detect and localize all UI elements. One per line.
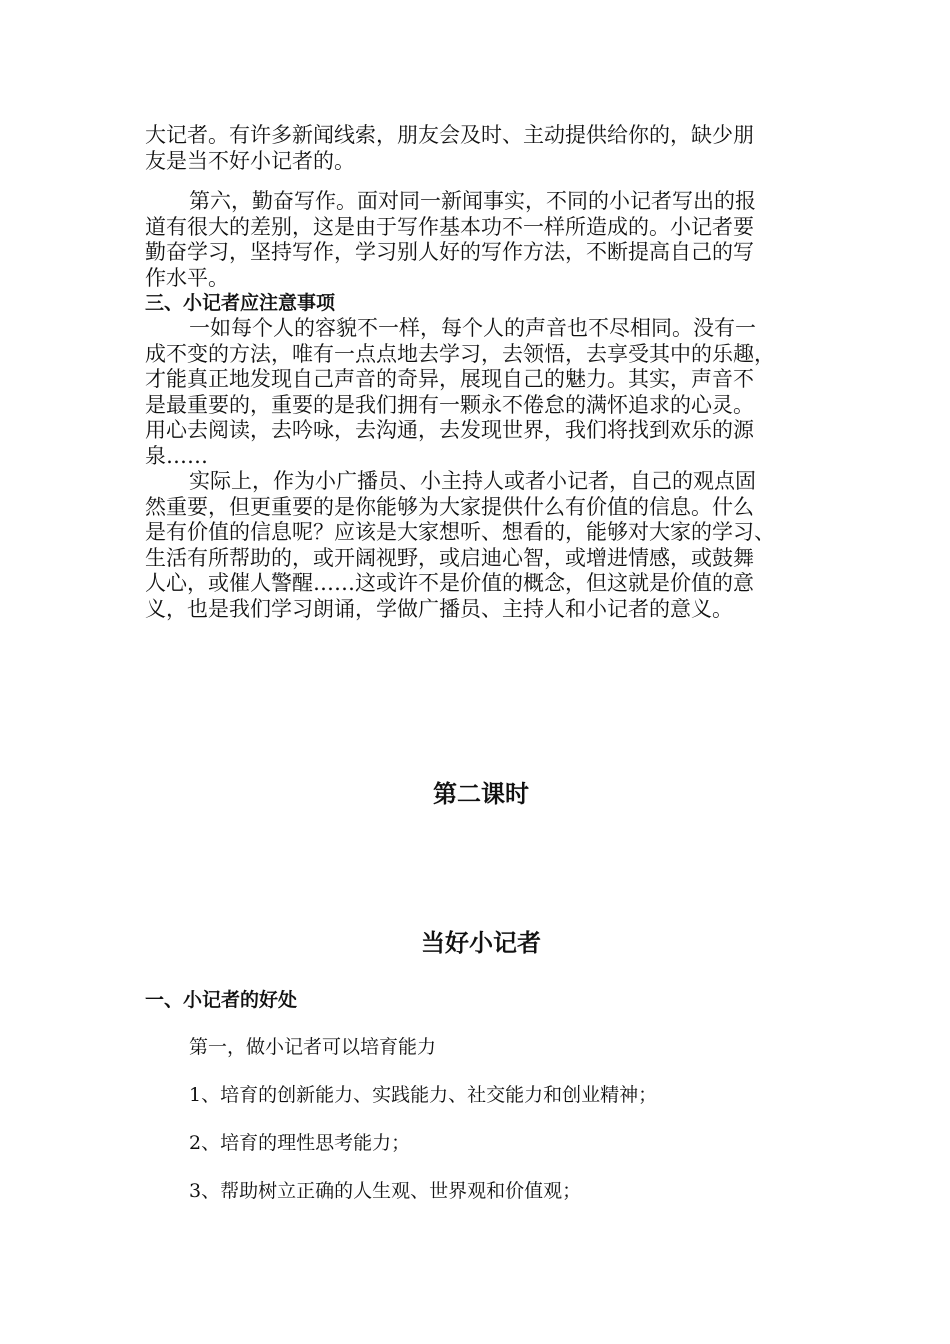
- text-line: 道有很大的差别，这是由于写作基本功不一样所造成的。小记者要: [145, 214, 754, 239]
- text-line: 是最重要的，重要的是我们拥有一颗永不倦怠的满怀追求的心灵。: [145, 392, 754, 417]
- text-line: 人心，或催人警醒……这或许不是价值的概念，但这就是价值的意: [145, 571, 754, 595]
- text-line: 然重要，但更重要的是你能够为大家提供什么有价值的信息。什么: [145, 494, 754, 519]
- paragraph-value: [145, 469, 817, 622]
- text-line: 作水平。: [145, 265, 229, 290]
- text-line: 一如每个人的容貌不一样，每个人的声音也不尽相同。没有一: [189, 316, 756, 340]
- text-line: 是有价值的信息呢？应该是大家想听、想看的，能够对大家的学习、: [145, 520, 775, 544]
- lesson-title: 第二课时: [433, 780, 529, 808]
- list-item: 3、帮助树立正确的人生观、世界观和价值观；: [189, 1180, 582, 1202]
- paragraph-voice: [145, 316, 817, 469]
- section-heading-benefits: 一、小记者的好处: [145, 989, 298, 1011]
- text-line: 生活有所帮助的，或开阔视野，或启迪心智，或增进情感，或鼓舞: [145, 545, 754, 570]
- text-line: 义，也是我们学习朗诵，学做广播员、主持人和小记者的意义。: [145, 596, 733, 621]
- text-line: 实际上，作为小广播员、小主持人或者小记者，自己的观点固: [189, 469, 756, 493]
- text-line: 泉……: [145, 443, 208, 468]
- document-page: [145, 123, 817, 1204]
- section-heading-notes: 三、小记者应注意事项: [145, 292, 336, 314]
- text-line: 成不变的方法，唯有一点点地去学习，去领悟，去享受其中的乐趣，: [145, 341, 775, 366]
- text-line: 第六，勤奋写作。面对同一新闻事实，不同的小记者写出的报: [189, 189, 756, 213]
- text-line: 勤奋学习，坚持写作，学习别人好的写作方法，不断提高自己的写: [145, 240, 754, 264]
- lesson-subtitle: 当好小记者: [421, 929, 541, 957]
- text-line: 大记者。有许多新闻线索，朋友会及时、主动提供给你的，缺少朋: [145, 123, 754, 147]
- text-line: 才能真正地发现自己声音的奇异，展现自己的魅力。其实，声音不: [145, 367, 754, 391]
- benefit-intro: 第一，做小记者可以培育能力: [189, 1036, 437, 1058]
- list-item: 1、培育的创新能力、实践能力、社交能力和创业精神；: [189, 1084, 658, 1106]
- paragraph-writing: [145, 189, 817, 291]
- text-line: 用心去阅读，去吟咏，去沟通，去发现世界，我们将找到欢乐的源: [145, 418, 754, 442]
- list-item: 2、培育的理性思考能力；: [189, 1132, 411, 1154]
- paragraph-friends: [145, 123, 817, 174]
- text-line: 友是当不好小记者的。: [145, 148, 355, 173]
